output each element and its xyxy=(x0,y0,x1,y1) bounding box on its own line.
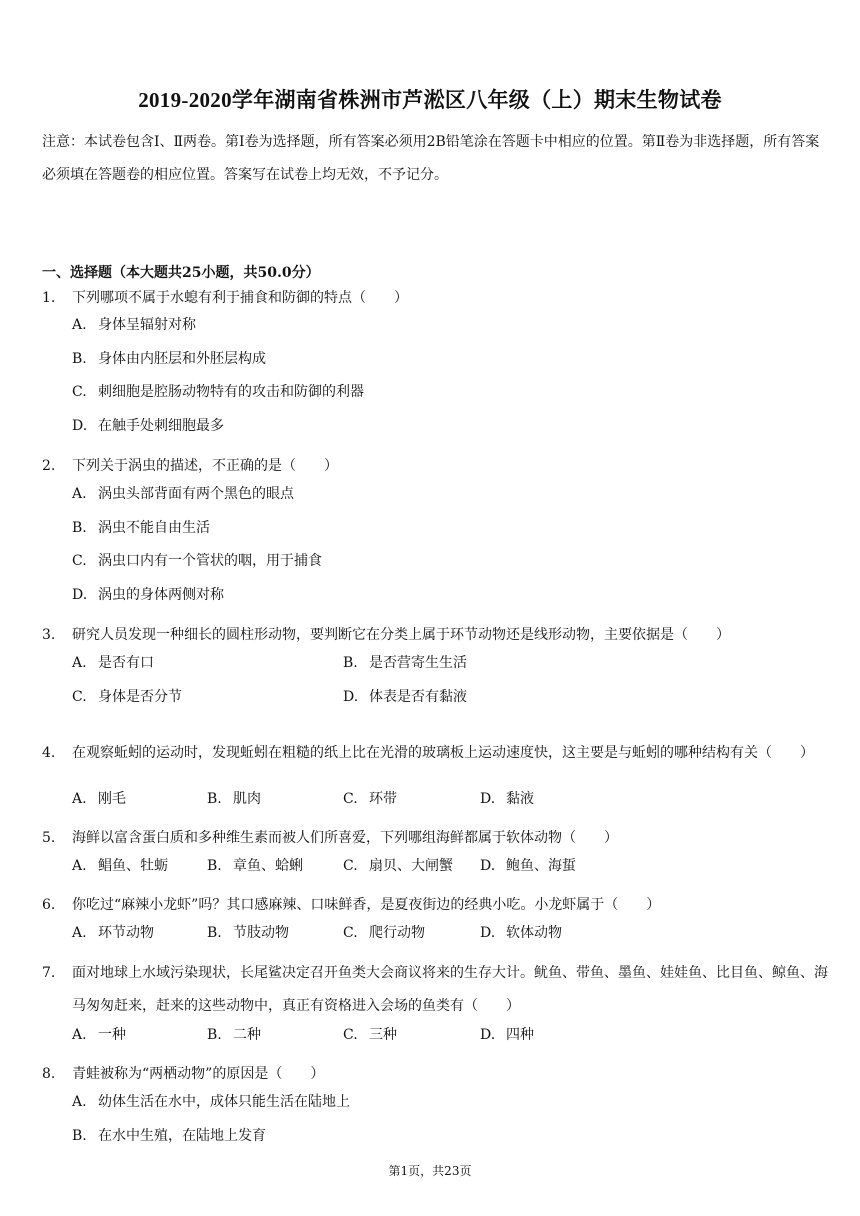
option-text: 二种 xyxy=(233,1027,261,1043)
question-number: 3. xyxy=(42,627,56,643)
question-stem: 下列哪项不属于水螅有利于捕食和防御的特点（ ） xyxy=(72,290,408,306)
question-1 xyxy=(42,282,832,315)
option-text: 爬行动物 xyxy=(369,925,425,941)
option-b xyxy=(207,855,303,875)
option-label: B. xyxy=(72,520,87,536)
option-text: 身体呈辐射对称 xyxy=(98,317,196,333)
option-label: A. xyxy=(72,317,87,333)
question-stem: 你吃过“麻辣小龙虾”吗？其口感麻辣、口味鲜香，是夏夜街边的经典小吃。小龙虾属于（ ） xyxy=(72,897,661,913)
option-label: D. xyxy=(480,1027,496,1043)
option-label: A. xyxy=(72,1094,87,1110)
option-text: 涡虫的身体两侧对称 xyxy=(98,587,224,603)
option-text: 是否营寄生生活 xyxy=(369,655,467,671)
question-stem: 在观察蚯蚓的运动时，发现蚯蚓在粗糙的纸上比在光滑的玻璃板上运动速度快，这主要是与蚯蚓的哪种结构有关（ ） xyxy=(72,745,814,761)
option-c xyxy=(343,855,453,875)
question-stem: 下列关于涡虫的描述，不正确的是（ ） xyxy=(72,458,338,474)
option-c xyxy=(72,550,322,570)
option-text: 体表是否有黏液 xyxy=(369,689,467,705)
option-a xyxy=(72,922,154,942)
question-3 xyxy=(42,619,832,652)
option-label: D. xyxy=(480,925,496,941)
page-footer: 第1页，共23页 xyxy=(388,1164,472,1178)
option-c xyxy=(72,381,364,401)
option-a xyxy=(72,855,168,875)
option-label: B. xyxy=(343,655,358,671)
option-label: D. xyxy=(480,791,496,807)
option-b xyxy=(72,517,210,537)
question-number: 6. xyxy=(42,897,56,913)
option-d xyxy=(343,686,467,706)
option-label: B. xyxy=(207,858,222,874)
option-label: B. xyxy=(72,1128,87,1144)
option-a xyxy=(72,314,196,334)
question-stem: 青蛙被称为“两栖动物”的原因是（ ） xyxy=(72,1066,325,1082)
option-label: C. xyxy=(343,925,358,941)
option-label: A. xyxy=(72,1027,87,1043)
section-heading: 一、选择题（本大题共25小题，共50.0分） xyxy=(42,265,320,281)
option-text: 刚毛 xyxy=(98,791,126,807)
option-c xyxy=(343,788,397,808)
option-text: 身体由内胚层和外胚层构成 xyxy=(98,351,266,367)
option-c xyxy=(72,686,182,706)
page-title: 2019-2020学年湖南省株洲市芦淞区八年级（上）期末生物试卷 xyxy=(138,88,722,112)
option-d xyxy=(480,1024,534,1044)
option-c xyxy=(343,1024,397,1044)
option-text: 刺细胞是腔肠动物特有的攻击和防御的利器 xyxy=(98,384,364,400)
option-label: C. xyxy=(343,858,358,874)
option-text: 在触手处刺细胞最多 xyxy=(98,418,224,434)
option-d xyxy=(480,855,576,875)
option-label: B. xyxy=(207,1027,222,1043)
option-a xyxy=(72,1091,350,1111)
option-b xyxy=(72,348,266,368)
option-label: A. xyxy=(72,858,87,874)
option-label: C. xyxy=(72,384,87,400)
question-number: 7. xyxy=(42,965,56,981)
option-a xyxy=(72,483,294,503)
option-text: 涡虫不能自由生活 xyxy=(98,520,210,536)
question-4 xyxy=(42,737,832,770)
option-label: D. xyxy=(480,858,496,874)
option-text: 鲍鱼、海蜇 xyxy=(506,858,576,874)
option-d xyxy=(480,922,562,942)
option-text: 肌肉 xyxy=(233,791,261,807)
question-number: 2. xyxy=(42,458,56,474)
question-6 xyxy=(42,889,832,922)
option-text: 身体是否分节 xyxy=(98,689,182,705)
option-text: 四种 xyxy=(506,1027,534,1043)
option-c xyxy=(343,922,425,942)
option-label: D. xyxy=(72,587,88,603)
option-text: 环节动物 xyxy=(98,925,154,941)
option-label: C. xyxy=(72,553,87,569)
option-text: 节肢动物 xyxy=(233,925,289,941)
option-text: 在水中生殖，在陆地上发育 xyxy=(98,1128,266,1144)
option-text: 章鱼、蛤蜊 xyxy=(233,858,303,874)
option-text: 扇贝、大闸蟹 xyxy=(369,858,453,874)
option-b xyxy=(207,788,261,808)
question-stem: 面对地球上水域污染现状，长尾鲨决定召开鱼类大会商议将来的生存大计。鱿鱼、带鱼、墨鱼、娃娃鱼、比目鱼、鲸鱼、海马匆匆赶来，赶来的这些动物中，真正有资格进入会场的鱼类有（ ） xyxy=(72,965,828,1014)
option-a xyxy=(72,652,154,672)
option-label: A. xyxy=(72,791,87,807)
option-text: 一种 xyxy=(98,1027,126,1043)
option-label: B. xyxy=(72,351,87,367)
option-text: 涡虫口内有一个管状的咽，用于捕食 xyxy=(98,553,322,569)
question-5 xyxy=(42,822,832,855)
option-d xyxy=(72,584,224,604)
question-stem: 海鲜以富含蛋白质和多种维生素而被人们所喜爱，下列哪组海鲜都属于软体动物（ ） xyxy=(72,830,618,846)
question-2 xyxy=(42,450,832,483)
option-b xyxy=(207,1024,261,1044)
exam-notice: 注意：本试卷包含Ⅰ、Ⅱ两卷。第Ⅰ卷为选择题，所有答案必须用2B铅笔涂在答题卡中相应的位置。第Ⅱ卷为非选择题，所有答案必须填在答题卷的相应位置。答案写在试卷上均无效，不予记分。 xyxy=(42,134,820,183)
option-b xyxy=(72,1125,266,1145)
option-label: A. xyxy=(72,925,87,941)
option-a xyxy=(72,788,126,808)
option-label: D. xyxy=(72,418,88,434)
option-b xyxy=(207,922,289,942)
question-8 xyxy=(42,1058,832,1091)
option-label: C. xyxy=(343,1027,358,1043)
question-7 xyxy=(42,957,832,1023)
option-d xyxy=(72,415,224,435)
option-label: A. xyxy=(72,486,87,502)
option-text: 是否有口 xyxy=(98,655,154,671)
option-text: 环带 xyxy=(369,791,397,807)
option-a xyxy=(72,1024,126,1044)
question-stem: 研究人员发现一种细长的圆柱形动物，要判断它在分类上属于环节动物还是线形动物，主要依据是（ ） xyxy=(72,627,730,643)
option-text: 鲳鱼、牡蛎 xyxy=(98,858,168,874)
option-label: A. xyxy=(72,655,87,671)
option-text: 涡虫头部背面有两个黑色的眼点 xyxy=(98,486,294,502)
option-text: 黏液 xyxy=(506,791,534,807)
option-label: D. xyxy=(343,689,359,705)
option-label: C. xyxy=(343,791,358,807)
option-text: 三种 xyxy=(369,1027,397,1043)
question-number: 8. xyxy=(42,1066,56,1082)
option-text: 幼体生活在水中，成体只能生活在陆地上 xyxy=(98,1094,350,1110)
question-number: 5. xyxy=(42,830,56,846)
option-label: B. xyxy=(207,925,222,941)
option-label: C. xyxy=(72,689,87,705)
option-d xyxy=(480,788,534,808)
option-b xyxy=(343,652,467,672)
question-number: 4. xyxy=(42,745,56,761)
option-label: B. xyxy=(207,791,222,807)
question-number: 1. xyxy=(42,290,56,306)
option-text: 软体动物 xyxy=(506,925,562,941)
